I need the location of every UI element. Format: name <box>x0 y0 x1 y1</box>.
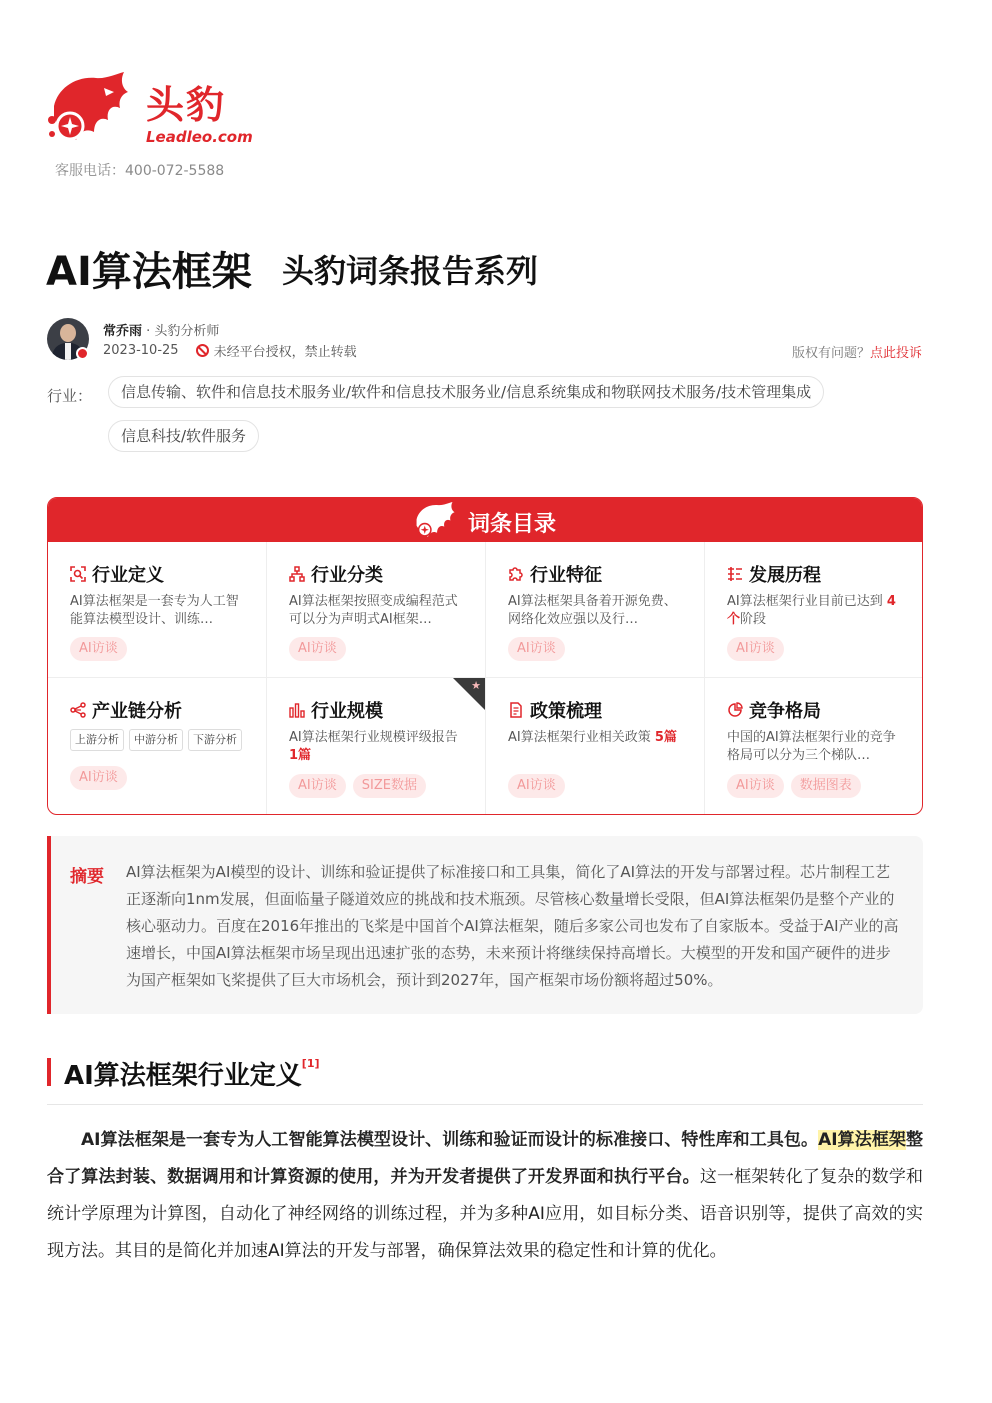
hierarchy-icon <box>289 566 305 582</box>
data-chart-pill[interactable]: 数据图表 <box>791 774 861 798</box>
catalog-item-title: 行业规模 <box>311 701 383 722</box>
complaint-link[interactable]: 点此投诉 <box>869 346 922 361</box>
copyright-question: 版权有问题？ <box>791 346 870 361</box>
catalog-title: 词条目录 <box>468 512 557 537</box>
catalog-item-title: 行业定义 <box>92 565 164 586</box>
catalog-item-desc: AI算法框架行业目前已达到 4个阶段 <box>727 594 896 627</box>
definition-paragraph: AI算法框架是一套专为人工智能算法模型设计、训练和验证而设计的标准接口、特性库和工具包。AI算法框架整合了算法封装、数据调用和计算资源的使用，并为开发者提供了开发界面和执行平台。这一框架转化了复杂的数学和统计学原理为计算图，自动化了神经网络的训练过程，并为多种AI应用，如目标分类、语音识别等，提供了高效的实现方法。其目的是简化并加速AI算法的开发与部署，确保算法效果的稳定性和计算的优化。 <box>47 1130 924 1261</box>
ai-interview-pill[interactable]: AI访谈 <box>289 637 346 661</box>
document-icon <box>508 702 524 718</box>
catalog-item-title: 行业特征 <box>530 565 602 586</box>
reference-link[interactable]: [1] <box>301 1057 320 1070</box>
brand-name-en: Leadleo.com <box>146 128 253 146</box>
author-role: · 头豹分析师 <box>146 324 220 339</box>
catalog-item-features[interactable] <box>486 542 705 678</box>
industry-label: 行业： <box>47 387 93 405</box>
pie-chart-icon <box>727 702 743 718</box>
catalog-item-definition[interactable] <box>48 542 267 678</box>
summary-label: 摘要 <box>70 867 104 887</box>
catalog-item-history[interactable] <box>705 542 923 678</box>
page-title: AI算法框架 <box>46 249 252 295</box>
puzzle-icon <box>508 566 524 582</box>
catalog-item-title: 发展历程 <box>749 565 821 586</box>
search-icon <box>70 566 86 582</box>
catalog-item-competition[interactable] <box>705 678 923 814</box>
catalog-item-desc: AI算法框架行业相关政策 5篇 <box>508 730 677 745</box>
leopard-logo-icon <box>46 70 130 148</box>
date-line <box>103 341 357 360</box>
midstream-tag[interactable]: 中游分析 <box>129 729 183 751</box>
downstream-tag[interactable]: 下游分析 <box>188 729 242 751</box>
size-data-pill[interactable]: SIZE数据 <box>353 774 426 798</box>
catalog-item-chain[interactable] <box>48 678 267 814</box>
ban-icon <box>196 344 209 357</box>
section-accent-bar <box>47 1058 51 1086</box>
timeline-icon <box>727 566 743 582</box>
section-title: AI算法框架行业定义[1] <box>64 1057 320 1091</box>
repost-notice: 未经平台授权，禁止转载 <box>213 345 357 360</box>
catalog-card <box>47 497 923 815</box>
summary-box <box>47 836 923 1014</box>
catalog-header <box>48 498 922 542</box>
ai-interview-pill[interactable]: AI访谈 <box>508 637 565 661</box>
ai-interview-pill[interactable]: AI访谈 <box>70 766 127 790</box>
ai-interview-pill[interactable]: AI访谈 <box>727 774 784 798</box>
catalog-item-classification[interactable] <box>267 542 486 678</box>
author-info <box>103 320 219 339</box>
page-subtitle: 头豹词条报告系列 <box>282 252 539 290</box>
catalog-item-desc: AI算法框架按照变成编程范式可以分为声明式AI框架… <box>289 594 458 627</box>
industry-tag[interactable]: 信息传输、软件和信息技术服务业/软件和信息技术服务业/信息系统集成和物联网技术服务/技术管理集成 <box>108 376 824 408</box>
verified-badge-icon <box>76 347 89 360</box>
section-divider <box>47 1104 923 1105</box>
brand-name-cn: 头豹 <box>146 83 227 127</box>
catalog-item-desc: AI算法框架是一套专为人工智能算法模型设计、训练… <box>70 594 239 627</box>
bar-chart-icon <box>289 702 305 718</box>
leopard-logo-icon <box>408 501 460 541</box>
catalog-item-policy[interactable] <box>486 678 705 814</box>
catalog-item-title: 政策梳理 <box>530 701 602 722</box>
author-name[interactable]: 常乔雨 <box>103 324 143 339</box>
copyright-line <box>792 342 922 361</box>
ai-interview-pill[interactable]: AI访谈 <box>70 637 127 661</box>
catalog-item-title: 竞争格局 <box>749 701 821 722</box>
highlighted-term: AI算法框架 <box>818 1130 906 1150</box>
catalog-item-desc: 中国的AI算法框架行业的竞争格局可以分为三个梯队… <box>727 730 896 763</box>
catalog-item-title: 行业分类 <box>311 565 383 586</box>
catalog-item-desc: AI算法框架行业规模评级报告 1篇 <box>289 730 458 763</box>
catalog-item-scale[interactable] <box>267 678 486 814</box>
publish-date: 2023-10-25 <box>103 343 179 358</box>
catalog-item-desc: AI算法框架具备着开源免费、网络化效应强以及行… <box>508 594 677 627</box>
catalog-item-title: 产业链分析 <box>92 701 182 722</box>
ai-interview-pill[interactable]: AI访谈 <box>727 637 784 661</box>
upstream-tag[interactable]: 上游分析 <box>70 729 124 751</box>
ai-interview-pill[interactable]: AI访谈 <box>508 774 565 798</box>
industry-tag[interactable]: 信息科技/软件服务 <box>108 420 259 452</box>
summary-text: AI算法框架为AI模型的设计、训练和验证提供了标准接口和工具集，简化了AI算法的开发与部署过程。芯片制程工艺正逐渐向1nm发展，但面临量子隧道效应的挑战和技术瓶颈。尽管核心数量增长受限，但AI算法框架仍是整个产业的核心驱动力。百度在2016年推出的飞桨是中国首个AI算法框架，随后多家公司也发布了自家版本。受益于AI产业的高速增长，中国AI算法框架市场呈现出迅速扩张的态势，未来预计将继续保持高增长。大模型的开发和国产硬件的进步为国产框架如飞桨提供了巨大市场机会，预计到2027年，国产框架市场份额将超过50%。 <box>126 863 899 989</box>
chain-icon <box>70 702 86 718</box>
star-icon: ★ <box>471 679 481 692</box>
ai-interview-pill[interactable]: AI访谈 <box>289 774 346 798</box>
brand-logo[interactable] <box>46 70 253 150</box>
catalog-grid <box>48 542 922 814</box>
hotline: 客服电话：400-072-5588 <box>55 163 225 179</box>
